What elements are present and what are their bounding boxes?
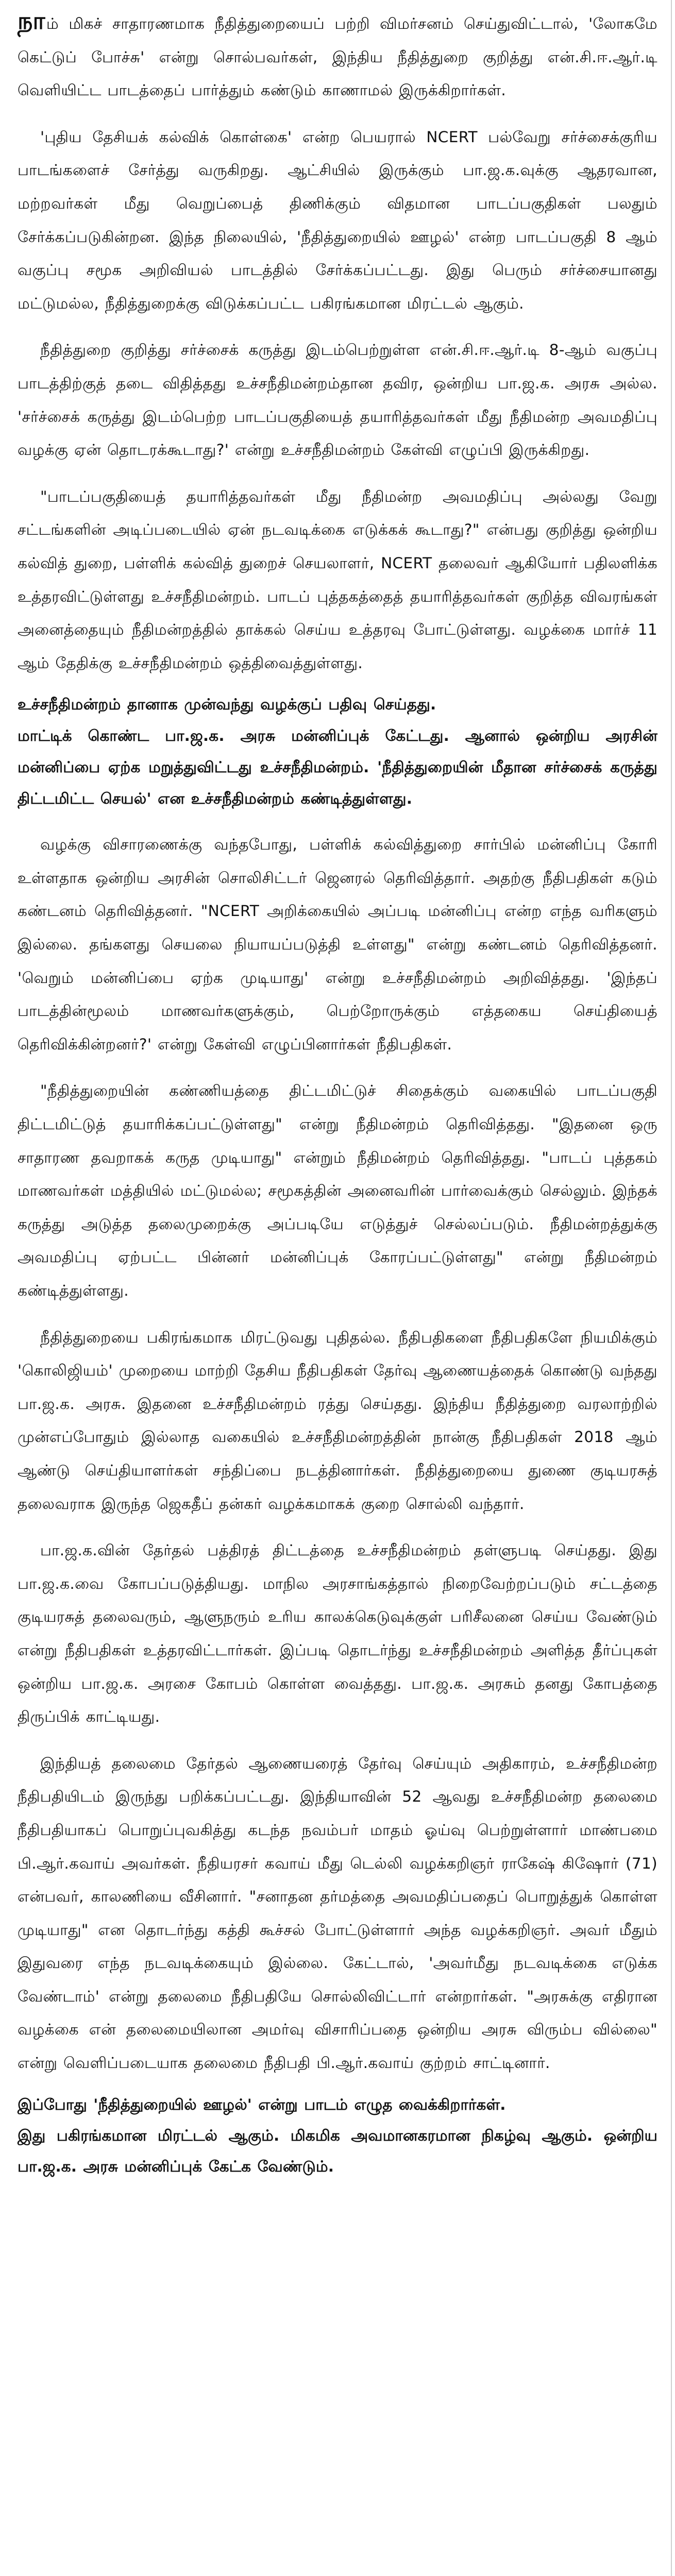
body-paragraph: இந்தியத் தலைமை தேர்தல் ஆணையரைத் தேர்வு செய்யும் அதிகாரம், உச்சநீதிமன்ற நீதிபதியிடம் இருந்து பறிக்கப்பட்டது. இந்தியாவின் 52 ஆவது உச்சநீதிமன்ற தலைமை நீதிபதியாகப் பொறுப்புவகித்து கடந்த நவம்பர் மாதம் ஓய்வு பெற்றுள்ளார் மாண்பமை பி.ஆர்.கவாய் அவர்கள். நீதியரசர் கவாய் மீது டெல்லி வழக்கறிஞர் ராகேஷ் கிஷோர் (71) என்பவர், காலணியை வீசினார். "சனாதன தர்மத்தை அவமதிப்பதைப் பொறுத்துக் கொள்ள முடியாது" என தொடர்ந்து கத்தி கூச்சல் போட்டுள்ளார் அந்த வழக்கறிஞர். அவர் மீதும் இதுவரை எந்த நடவடிக்கையும் இல்லை. கேட்டால், 'அவர்மீது நடவடிக்கை எடுக்க வேண்டாம்' என்று தலைமை நீதிபதியே சொல்லிவிட்டார் என்றார்கள். "அரசுக்கு எதிரான வழக்கை என் தலைமையிலான அமர்வு விசாரிப்பதை ஒன்றிய அரசு விரும்ப வில்லை" என்று வெளிப்படையாக தலைமை நீதிபதி பி.ஆர்.கவாய் குற்றம் சாட்டினார். bbox=[18, 1754, 657, 2072]
body-paragraph: நீதித்துறை குறித்து சர்ச்சைக் கருத்து இடம்பெற்றுள்ள என்.சி.ஈ.ஆர்.டி 8-ஆம் வகுப்பு பாடத்திற்குத் தடை விதித்தது உச்சநீதிமன்றம்தான தவிர, ஒன்றிய பா.ஜ.க. அரசு அல்ல. 'சர்ச்சைக் கருத்து இடம்பெற்ற பாடப்பகுதியைத் தயாரித்தவர்கள் மீது நீதிமன்ற அவமதிப்பு வழக்கு ஏன் தொடரக்கூடாது?' என்று உச்சநீதிமன்றம் கேள்வி எழுப்பி இருக்கிறது. bbox=[18, 341, 657, 459]
body-paragraph: நீதித்துறையை பகிரங்கமாக மிரட்டுவது புதிதல்ல. நீதிபதிகளை நீதிபதிகளே நியமிக்கும் 'கொலிஜியம்' முறையை மாற்றி தேசிய நீதிபதிகள் தேர்வு ஆணையத்தைக் கொண்டு வந்தது பா.ஜ.க. அரசு. இதனை உச்சநீதிமன்றம் ரத்து செய்தது. இந்திய நீதித்துறை வரலாற்றில் முன்எப்போதும் இல்லாத வகையில் உச்சநீதிமன்றத்தின் நான்கு நீதிபதிகள் 2018 ஆம் ஆண்டு செய்தியாளர்கள் சந்திப்பை நடத்தினார்கள். நீதித்துறையை துணை குடியரசுத் தலைவராக இருந்த ஜெகதீப் தன்கர் வழக்கமாகக் குறை சொல்லி வந்தார். bbox=[18, 1328, 657, 1513]
dropcap: நா bbox=[18, 7, 45, 35]
body-paragraph: வழக்கு விசாரணைக்கு வந்தபோது, பள்ளிக் கல்வித்துறை சார்பில் மன்னிப்பு கோரி உள்ளதாக ஒன்றிய அரசின் சொலிசிட்டர் ஜெனரல் தெரிவித்தார். அதற்கு நீதிபதிகள் கடும் கண்டனம் தெரிவித்தனர். "NCERT அறிக்கையில் அப்படி மன்னிப்பு என்ற எந்த வரிகளும் இல்லை. தங்களது செயலை நியாயப்படுத்தி உள்ளது" என்று கண்டனம் தெரிவித்தனர். 'வெறும் மன்னிப்பை ஏற்க முடியாது' என்று உச்சநீதிமன்றம் அறிவித்தது. 'இந்தப் பாடத்தின்மூலம் மாணவர்களுக்கும், பெற்றோருக்கும் எத்தகைய செய்தியைத் தெரிவிக்கின்றனர்?' என்று கேள்வி எழுப்பினார்கள் நீதிபதிகள். bbox=[18, 836, 657, 1053]
body-paragraph: 'புதிய தேசியக் கல்விக் கொள்கை' என்ற பெயரால் NCERT பல்வேறு சர்ச்சைக்குரிய பாடங்களைச் சேர்த்து வருகிறது. ஆட்சியில் இருக்கும் பா.ஜ.க.வுக்கு ஆதரவான, மற்றவர்கள் மீது வெறுப்பைத் திணிக்கும் விதமான பாடப்பகுதிகள் பலதும் சேர்க்கப்படுகின்றன. இந்த நிலையில், 'நீதித்துறையில் ஊழல்' என்ற பாடப்பகுதி 8 ஆம் வகுப்பு சமூக அறிவியல் பாடத்தில் சேர்க்கப்பட்டது. இது பெரும் சர்ச்சையானது மட்டுமல்ல, நீதித்துறைக்கு விடுக்கப்பட்ட பகிரங்கமான மிரட்டல் ஆகும். bbox=[18, 128, 657, 312]
lead-paragraph bbox=[18, 7, 657, 107]
highlight-line: உச்சநீதிமன்றம் தானாக முன்வந்து வழக்குப் பதிவு செய்தது. bbox=[18, 696, 436, 714]
body-paragraph: "பாடப்பகுதியைத் தயாரித்தவர்கள் மீது நீதிமன்ற அவமதிப்பு அல்லது வேறு சட்டங்களின் அடிப்படையில் ஏன் நடவடிக்கை எடுக்கக் கூடாது?" என்பது குறித்து ஒன்றிய கல்வித் துறை, பள்ளிக் கல்வித் துறைச் செயலாளர், NCERT தலைவர் ஆகியோர் பதிலளிக்க உத்தரவிட்டுள்ளது உச்சநீதிமன்றம். பாடப் புத்தகத்தைத் தயாரித்தவர்கள் குறித்த விவரங்கள் அனைத்தையும் நீதிமன்றத்தில் தாக்கல் செய்ய உத்தரவு போட்டுள்ளது. வழக்கை மார்ச் 11 ஆம் தேதிக்கு உச்சநீதிமன்றம் ஒத்திவைத்துள்ளது. bbox=[18, 487, 657, 672]
highlight-line: மாட்டிக் கொண்ட பா.ஜ.க. அரசு மன்னிப்புக் கேட்டது. ஆனால் ஒன்றிய அரசின் மன்னிப்பை ஏற்க மறுத்துவிட்டது உச்சநீதிமன்றம். 'நீதித்துறையின் மீதான சர்ச்சைக் கருத்து திட்டமிட்ட செயல்' என உச்சநீதிமன்றம் கண்டித்துள்ளது. bbox=[18, 727, 657, 808]
closing-block bbox=[18, 2089, 657, 2182]
closing-line: இது பகிரங்கமான மிரட்டல் ஆகும். மிகமிக அவமானகரமான நிகழ்வு ஆகும். ஒன்றிய பா.ஜ.க. அரசு மன்னிப்புக் கேட்க வேண்டும். bbox=[18, 2126, 657, 2175]
lead-text: ம் மிகச் சாதாரணமாக நீதித்துறையைப் பற்றி விமர்சனம் செய்துவிட்டால், 'லோகமே கெட்டுப் போச்சு' என்று சொல்பவர்கள், இந்திய நீதித்துறை குறித்து என்.சி.ஈ.ஆர்.டி வெளியிட்ட பாடத்தைப் பார்த்தும் கண்டும் காணாமல் இருக்கிறார்கள். bbox=[18, 15, 657, 99]
body-paragraph: பா.ஜ.க.வின் தேர்தல் பத்திரத் திட்டத்தை உச்சநீதிமன்றம் தள்ளுபடி செய்தது. இது பா.ஜ.க.வை கோபப்படுத்தியது. மாநில அரசாங்கத்தால் நிறைவேற்றப்படும் சட்டத்தை குடியரசுத் தலைவரும், ஆளுநரும் உரிய காலக்கெடுவுக்குள் பரிசீலனை செய்ய வேண்டும் என்று நீதிபதிகள் உத்தரவிட்டார்கள். இப்படி தொடர்ந்து உச்சநீதிமன்றம் அளித்த தீர்ப்புகள் ஒன்றிய பா.ஜ.க. அரசை கோபம் கொள்ள வைத்தது. பா.ஜ.க. அரசும் தனது கோபத்தை திருப்பிக் காட்டியது. bbox=[18, 1541, 658, 1726]
lead-paragraph-block bbox=[18, 7, 657, 107]
body-paragraph: "நீதித்துறையின் கண்ணியத்தை திட்டமிட்டுச் சிதைக்கும் வகையில் பாடப்பகுதி திட்டமிட்டுத் தயாரிக்கப்பட்டுள்ளது" என்று நீதிமன்றம் தெரிவித்தது. "இதனை ஒரு சாதாரண தவறாகக் கருத முடியாது" என்றும் நீதிமன்றம் தெரிவித்தது. "பாடப் புத்தகம் மாணவர்கள் மத்தியில் மட்டுமல்ல; சமூகத்தின் அனைவரின் பார்வைக்கும் செல்லும். இந்தக் கருத்து அடுத்த தலைமுறைக்கு அப்படியே எடுத்துச் செல்லப்படும். நீதிமன்றத்துக்கு அவமதிப்பு ஏற்பட்ட பின்னர் மன்னிப்புக் கோரப்பட்டுள்ளது" என்று நீதிமன்றம் கண்டித்துள்ளது. bbox=[18, 1082, 657, 1299]
highlight-block bbox=[18, 689, 657, 815]
closing-line: இப்போது 'நீதித்துறையில் ஊழல்' என்று பாடம் எழுத வைக்கிறார்கள். bbox=[18, 2095, 506, 2113]
column-rule bbox=[671, 0, 672, 2576]
